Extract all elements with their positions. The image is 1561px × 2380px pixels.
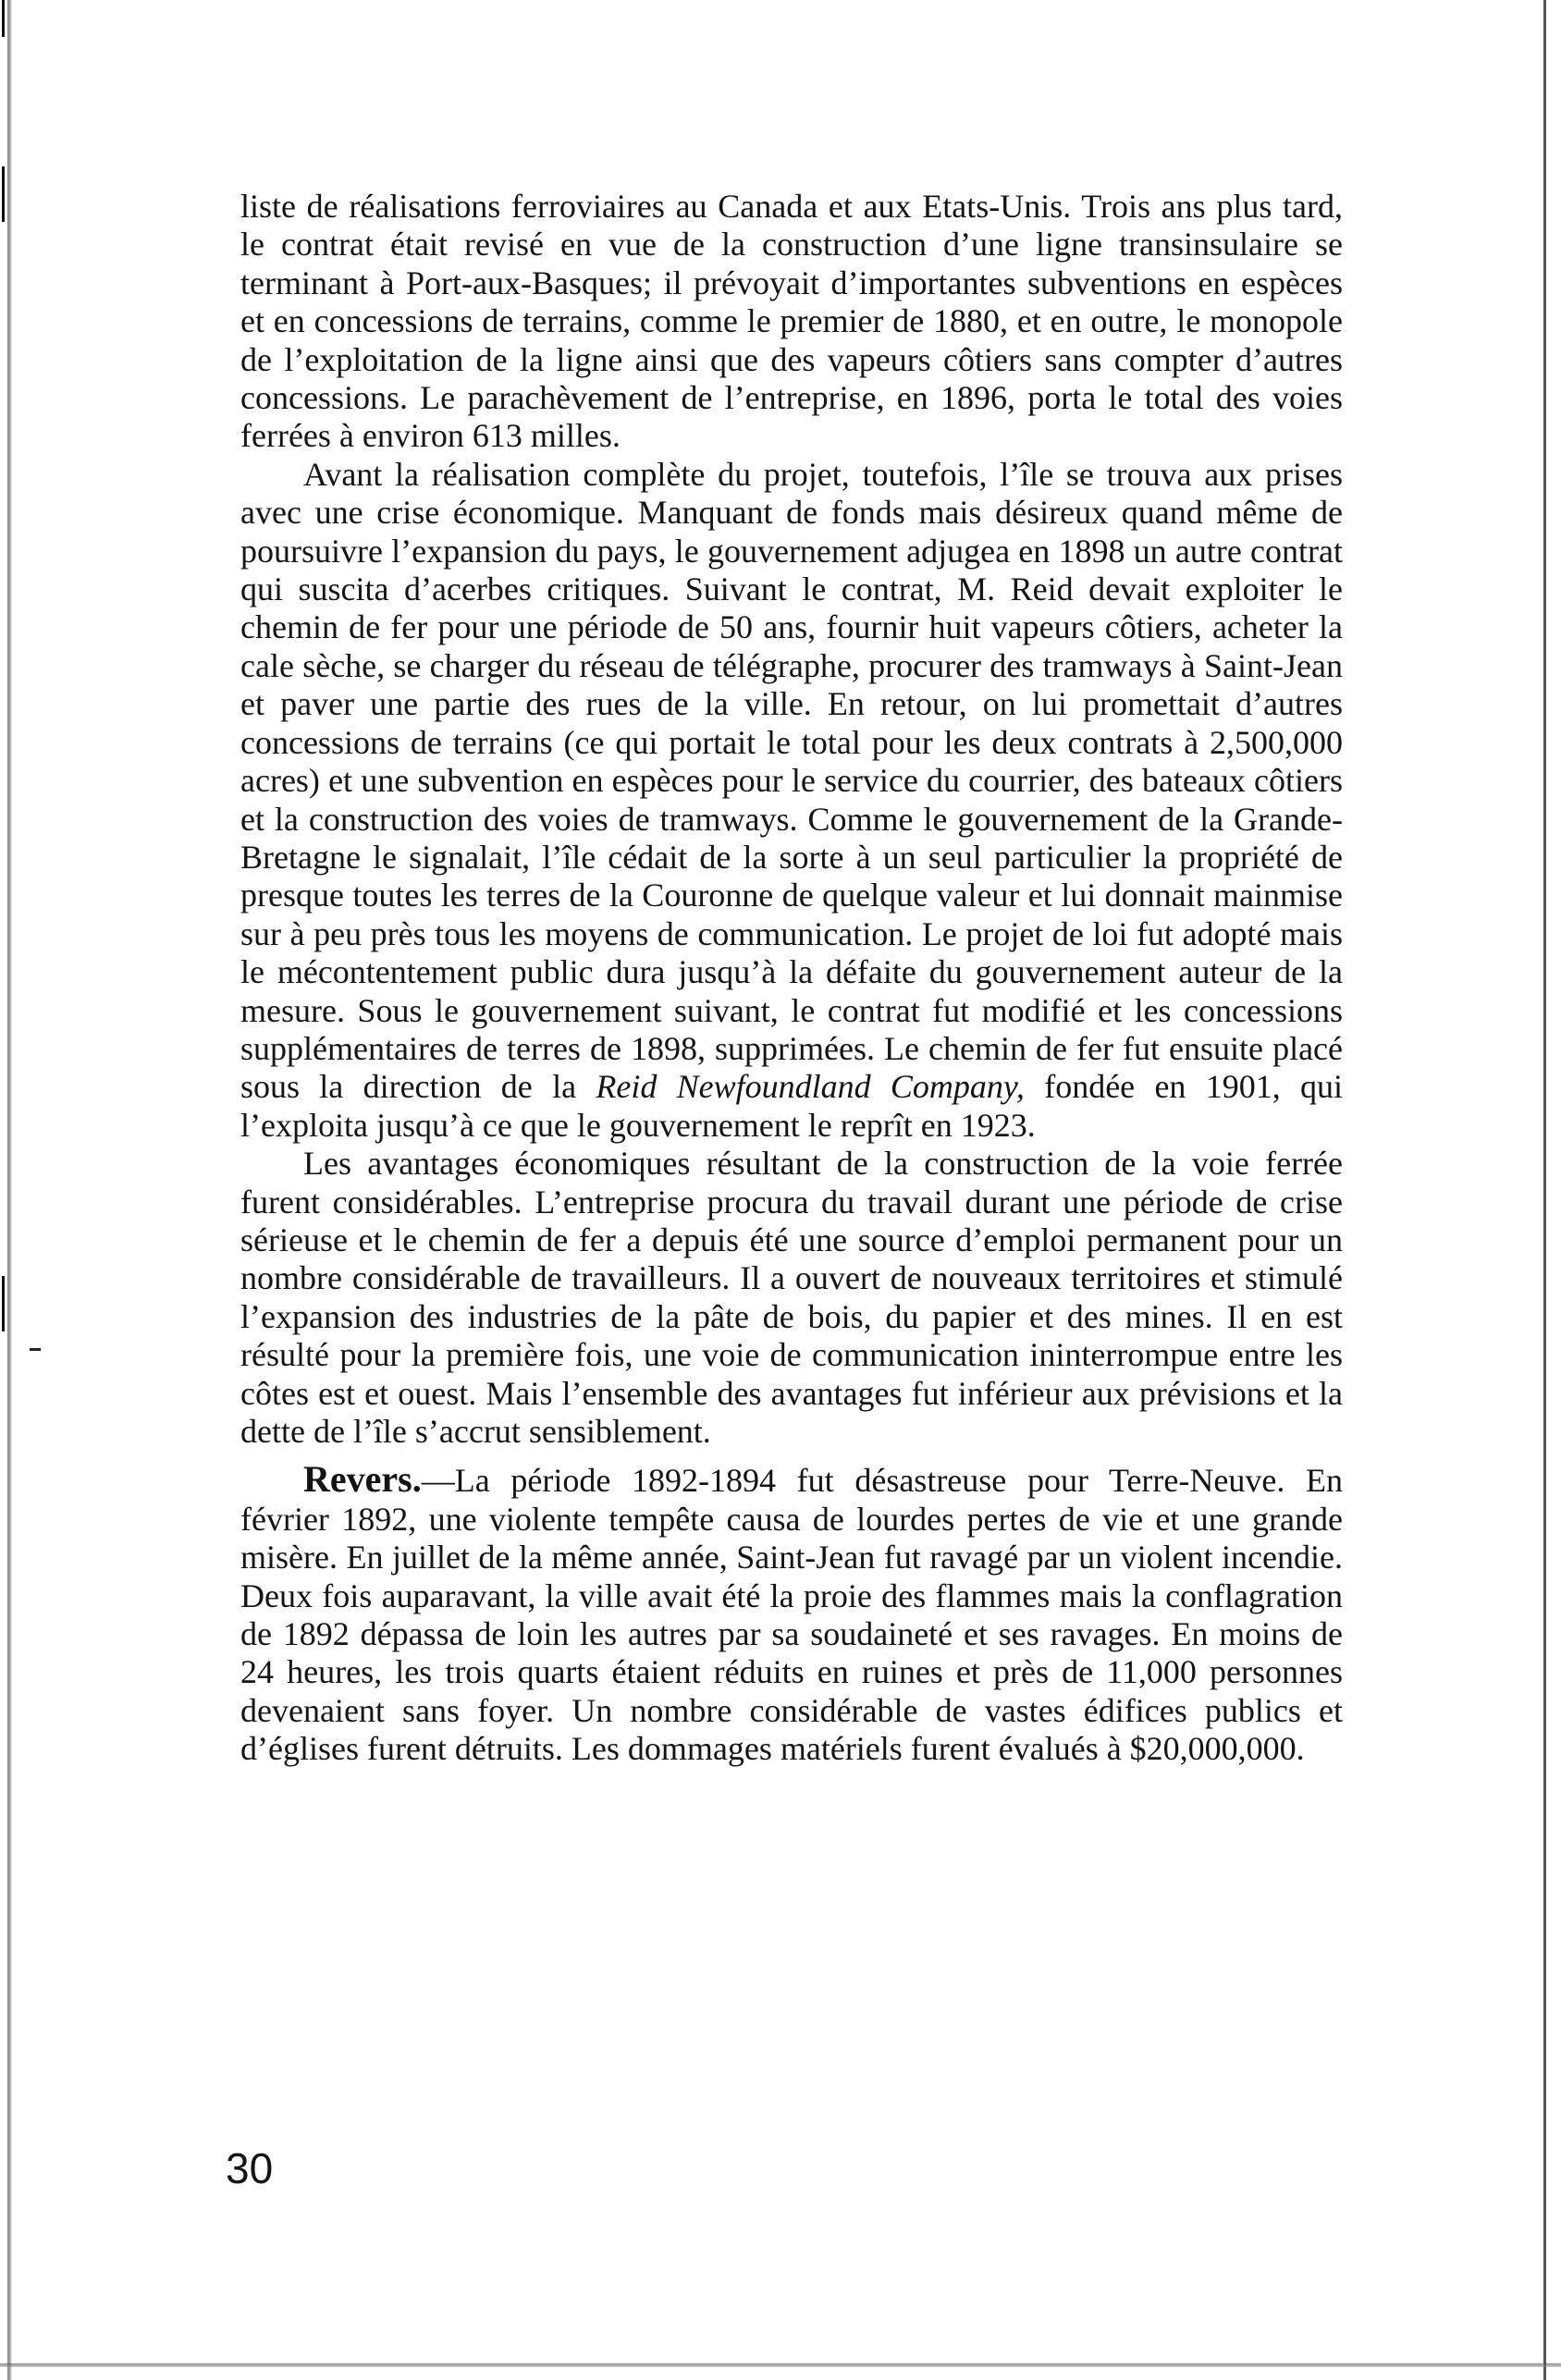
paragraph-economic-advantages: [240, 1145, 1343, 1451]
left-edge-mark: [2, 0, 5, 37]
left-page-edge: [7, 0, 12, 2380]
left-edge-mark: [2, 1276, 5, 1331]
page-number: 30: [226, 2144, 274, 2192]
paragraph-economic-crisis: [240, 456, 1343, 1145]
paragraph-revers: [240, 1460, 1343, 1768]
paragraph-text-continued: fondée en 1901, qui l’exploita jusqu’à ce que le gouvernement le reprît en 1923.: [240, 1068, 1343, 1144]
right-page-edge: [1543, 0, 1546, 2380]
company-name-italic: Reid Newfoundland Company,: [596, 1068, 1025, 1106]
paragraph-railway-contract: [240, 188, 1343, 456]
bottom-page-edge: [0, 2363, 1561, 2367]
paragraph-text: liste de réalisations ferroviaires au Canada et aux Etats-Unis. Trois ans plus tard, le contrat était revisé en vue de la construction d’une ligne transinsulaire se terminant à Port-aux-Basques; il prévoyait d’importantes subventions en espèces et en concessions de terrains, comme le premier de 1880, et en outre, le monopole de l’exploitation de la ligne ainsi que des vapeurs côtiers sans compter d’autres concessions. Le parachèvement de l’entreprise, en 1896, porta le total des voies ferrées à environ 613 milles.: [240, 188, 1343, 455]
paragraph-text: Avant la réalisation complète du projet, toutefois, l’île se trouva aux prises avec une crise économique. Manquant de fonds mais désireux quand même de poursuivre l’expansion du pays, le gouvernement adjugea en 1898 un autre contrat qui suscita d’acerbes critiques. Suivant le contrat, M. Reid devait exploiter le chemin de fer pour une période de 50 ans, fournir huit vapeurs côtiers, acheter la cale sèche, se charger du réseau de télégraphe, procurer des tramways à Saint-Jean et paver une partie des rues de la ville. En retour, on lui promettait d’autres concessions de terrains (ce qui portait le total pour les deux contrats à 2,500,000 acres) et une subvention en espèces pour le service du courrier, des bateaux côtiers et la construction des voies de tramways. Comme le gouvernement de la Grande-Bretagne le signalait, l’île cédait de la sorte à un seul particulier la propriété de presque toutes les terres de la Couronne de quelque valeur et lui donnait mainmise sur à peu près tous les moyens de communication. Le projet de loi fut adopté mais le mécontentement public dura jusqu’à la défaite du gouvernement auteur de la mesure. Sous le gouvernement suivant, le contrat fut modifié et les concessions supplémentaires de terres de 1898, supprimées. Le chemin de fer fut ensuite placé sous la direction de la: [240, 455, 1343, 1106]
margin-dash: [30, 1348, 41, 1351]
paragraph-text: —La période 1892-1894 fut désastreuse pour Terre-Neuve. En février 1892, une violente tempête causa de lourdes pertes de vie et une grande misère. En juillet de la même année, Saint-Jean fut ravagé par un violent incendie. Deux fois auparavant, la ville avait été la proie des flammes mais la conflagration de 1892 dépassa de loin les autres par sa soudaineté et ses ravages. En moins de 24 heures, les trois quarts étaient réduits en ruines et près de 11,000 personnes devenaient sans foyer. Un nombre considérable de vastes édifices publics et d’églises furent détruits. Les dommages matériels furent évalués à $20,000,000.: [240, 1462, 1343, 1768]
body-text: [240, 188, 1343, 1769]
paragraph-text: Les avantages économiques résultant de la construction de la voie ferrée furent considérables. L’entreprise procura du travail durant une période de crise sérieuse et le chemin de fer a depuis été une source d’emploi permanent pour un nombre considérable de travailleurs. Il a ouvert de nouveaux territoires et stimulé l’expansion des industries de la pâte de bois, du papier et des mines. Il en est résulté pour la première fois, une voie de communication ininterrompue entre les côtes est et ouest. Mais l’ensemble des avantages fut inférieur aux prévisions et la dette de l’île s’accrut sensiblement.: [240, 1145, 1343, 1450]
section-heading: Revers.: [303, 1458, 422, 1501]
left-edge-mark: [2, 166, 5, 222]
